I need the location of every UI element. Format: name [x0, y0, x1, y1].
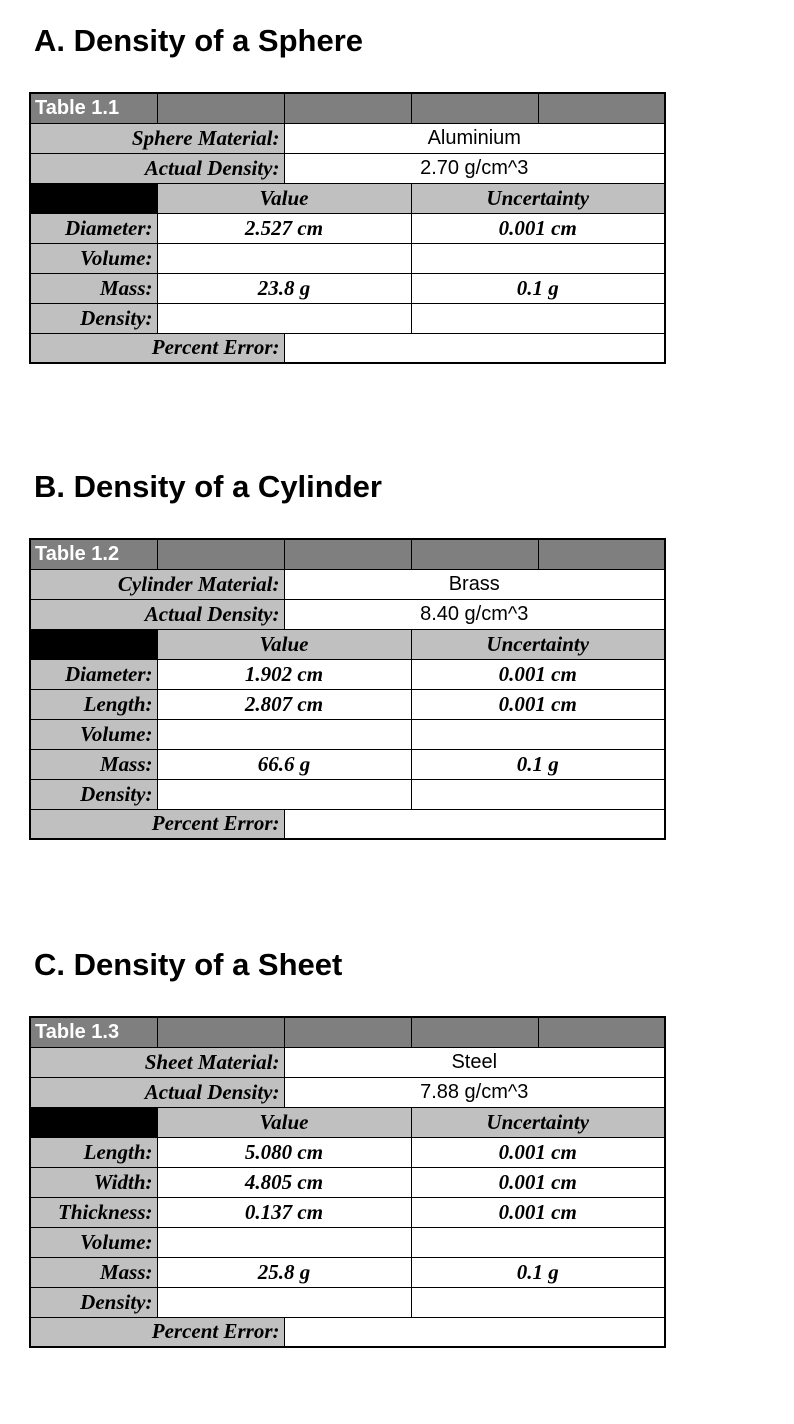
uncertainty-column-header: Uncertainty [411, 629, 665, 659]
title-cell [157, 539, 284, 569]
material-value[interactable]: Aluminium [284, 123, 665, 153]
value-cell[interactable]: 25.8 g [157, 1257, 411, 1287]
section-c-heading: C. Density of a Sheet [34, 947, 343, 982]
material-label: Sphere Material: [30, 123, 284, 153]
uncertainty-cell[interactable]: 0.1 g [411, 749, 665, 779]
material-row [30, 123, 665, 153]
title-cell [284, 1017, 411, 1047]
uncertainty-cell[interactable]: 0.001 cm [411, 1137, 665, 1167]
percent-error-value[interactable] [284, 333, 665, 363]
table-label: Table 1.3 [30, 1017, 157, 1047]
table-row [30, 1197, 665, 1227]
value-cell[interactable]: 5.080 cm [157, 1137, 411, 1167]
value-cell[interactable] [157, 303, 411, 333]
table-row [30, 1287, 665, 1317]
row-label: Length: [30, 689, 157, 719]
row-label: Width: [30, 1167, 157, 1197]
table-1-3 [29, 1016, 666, 1348]
table-title-row [30, 93, 665, 123]
value-cell[interactable]: 4.805 cm [157, 1167, 411, 1197]
title-cell [538, 539, 665, 569]
value-cell[interactable]: 2.807 cm [157, 689, 411, 719]
table-row [30, 1137, 665, 1167]
section-b-heading: B. Density of a Cylinder [34, 469, 382, 504]
header-blank-cell [30, 1107, 157, 1137]
value-column-header: Value [157, 183, 411, 213]
table-row [30, 719, 665, 749]
table-row [30, 243, 665, 273]
value-cell[interactable] [157, 243, 411, 273]
row-label: Length: [30, 1137, 157, 1167]
table-row [30, 749, 665, 779]
actual-density-row [30, 599, 665, 629]
uncertainty-cell[interactable]: 0.001 cm [411, 1167, 665, 1197]
actual-density-value[interactable]: 7.88 g/cm^3 [284, 1077, 665, 1107]
uncertainty-cell[interactable] [411, 1227, 665, 1257]
title-cell [157, 93, 284, 123]
table-row [30, 689, 665, 719]
table-row [30, 1227, 665, 1257]
value-cell[interactable] [157, 779, 411, 809]
row-label: Volume: [30, 1227, 157, 1257]
actual-density-row [30, 153, 665, 183]
table-row [30, 303, 665, 333]
table-row [30, 659, 665, 689]
row-label: Thickness: [30, 1197, 157, 1227]
column-header-row [30, 1107, 665, 1137]
title-cell [157, 1017, 284, 1047]
header-blank-cell [30, 629, 157, 659]
uncertainty-cell[interactable] [411, 779, 665, 809]
actual-density-value[interactable]: 2.70 g/cm^3 [284, 153, 665, 183]
row-label: Density: [30, 1287, 157, 1317]
uncertainty-cell[interactable] [411, 303, 665, 333]
row-label: Volume: [30, 719, 157, 749]
value-column-header: Value [157, 629, 411, 659]
title-cell [284, 539, 411, 569]
percent-error-label: Percent Error: [30, 333, 284, 363]
row-label: Mass: [30, 749, 157, 779]
row-label: Volume: [30, 243, 157, 273]
percent-error-row [30, 333, 665, 363]
value-cell[interactable]: 1.902 cm [157, 659, 411, 689]
uncertainty-cell[interactable]: 0.1 g [411, 273, 665, 303]
uncertainty-column-header: Uncertainty [411, 1107, 665, 1137]
actual-density-label: Actual Density: [30, 153, 284, 183]
uncertainty-cell[interactable] [411, 719, 665, 749]
section-a-heading: A. Density of a Sphere [34, 23, 364, 58]
actual-density-row [30, 1077, 665, 1107]
title-cell [284, 93, 411, 123]
material-row [30, 569, 665, 599]
material-value[interactable]: Brass [284, 569, 665, 599]
row-label: Diameter: [30, 213, 157, 243]
title-cell [411, 539, 538, 569]
actual-density-label: Actual Density: [30, 599, 284, 629]
uncertainty-cell[interactable]: 0.001 cm [411, 213, 665, 243]
title-cell [411, 93, 538, 123]
uncertainty-cell[interactable]: 0.001 cm [411, 689, 665, 719]
uncertainty-column-header: Uncertainty [411, 183, 665, 213]
percent-error-label: Percent Error: [30, 809, 284, 839]
row-label: Diameter: [30, 659, 157, 689]
table-row [30, 213, 665, 243]
table-1-2 [29, 538, 666, 840]
percent-error-label: Percent Error: [30, 1317, 284, 1347]
table-row [30, 1257, 665, 1287]
table-title-row [30, 1017, 665, 1047]
table-label: Table 1.1 [30, 93, 157, 123]
column-header-row [30, 629, 665, 659]
table-row [30, 1167, 665, 1197]
material-row [30, 1047, 665, 1077]
row-label: Density: [30, 303, 157, 333]
value-cell[interactable] [157, 1227, 411, 1257]
row-label: Mass: [30, 1257, 157, 1287]
column-header-row [30, 183, 665, 213]
material-label: Sheet Material: [30, 1047, 284, 1077]
material-label: Cylinder Material: [30, 569, 284, 599]
uncertainty-cell[interactable]: 0.001 cm [411, 1197, 665, 1227]
title-cell [538, 93, 665, 123]
percent-error-row [30, 1317, 665, 1347]
table-label: Table 1.2 [30, 539, 157, 569]
title-cell [411, 1017, 538, 1047]
uncertainty-cell[interactable] [411, 243, 665, 273]
table-row [30, 779, 665, 809]
uncertainty-cell[interactable]: 0.1 g [411, 1257, 665, 1287]
value-cell[interactable]: 2.527 cm [157, 213, 411, 243]
percent-error-value[interactable] [284, 809, 665, 839]
value-cell[interactable] [157, 719, 411, 749]
actual-density-label: Actual Density: [30, 1077, 284, 1107]
value-cell[interactable]: 66.6 g [157, 749, 411, 779]
value-column-header: Value [157, 1107, 411, 1137]
percent-error-value[interactable] [284, 1317, 665, 1347]
value-cell[interactable]: 23.8 g [157, 273, 411, 303]
uncertainty-cell[interactable]: 0.001 cm [411, 659, 665, 689]
table-title-row [30, 539, 665, 569]
percent-error-row [30, 809, 665, 839]
uncertainty-cell[interactable] [411, 1287, 665, 1317]
title-cell [538, 1017, 665, 1047]
row-label: Mass: [30, 273, 157, 303]
table-1-1 [29, 92, 666, 364]
value-cell[interactable]: 0.137 cm [157, 1197, 411, 1227]
row-label: Density: [30, 779, 157, 809]
actual-density-value[interactable]: 8.40 g/cm^3 [284, 599, 665, 629]
value-cell[interactable] [157, 1287, 411, 1317]
material-value[interactable]: Steel [284, 1047, 665, 1077]
header-blank-cell [30, 183, 157, 213]
table-row [30, 273, 665, 303]
